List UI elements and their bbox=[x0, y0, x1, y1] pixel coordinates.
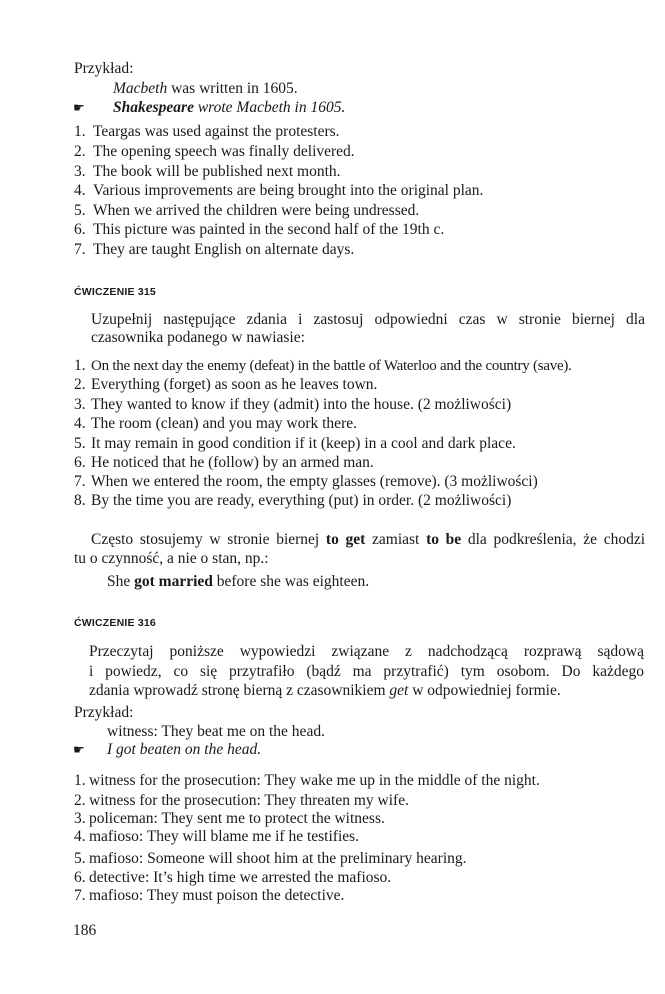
list-item: mafioso: They will blame me if he testifies. bbox=[89, 828, 360, 845]
list-item-number: 6. bbox=[74, 454, 86, 471]
list-item: On the next day the enemy (defeat) in the battle of Waterloo and the country (save). bbox=[91, 358, 572, 374]
list-item-number: 4. bbox=[74, 415, 86, 432]
instruction-text: w odpowiedniej formie. bbox=[408, 682, 561, 699]
instruction-line: Uzupełnij następujące zdania i zastosuj odpowiedni czas w stronie biernej dla bbox=[91, 311, 645, 328]
list-item: This picture was painted in the second half of the 19th c. bbox=[93, 221, 445, 238]
list-item-number: 2. bbox=[74, 376, 86, 393]
list-item-number: 7. bbox=[74, 241, 86, 258]
list-item-number: 6. bbox=[74, 869, 86, 886]
pointing-hand-icon: ☛ bbox=[73, 100, 85, 115]
note-bold-to-get: to get bbox=[325, 531, 366, 548]
list-item-number: 5. bbox=[74, 435, 86, 452]
list-item: The opening speech was finally delivered. bbox=[93, 143, 355, 160]
list-item-number: 1. bbox=[74, 772, 86, 789]
note-example-text: before she was eighteen. bbox=[212, 573, 370, 590]
note-line-2: tu o czynność, a nie o stan, np.: bbox=[74, 550, 269, 567]
list-item-number: 7. bbox=[74, 473, 86, 490]
list-item: They wanted to know if they (admit) into the house. (2 możliwości) bbox=[91, 396, 512, 413]
note-bold-to-be: to be bbox=[426, 531, 462, 548]
list-item: By the time you are ready, everything (put) in order. (2 możliwości) bbox=[91, 492, 512, 509]
exercise-heading-315: ĆWICZENIE 315 bbox=[74, 286, 156, 298]
list-item: The book will be published next month. bbox=[93, 163, 341, 180]
list-item: mafioso: Someone will shoot him at the preliminary hearing. bbox=[89, 850, 467, 867]
list-item: When we arrived the children were being undressed. bbox=[93, 202, 420, 219]
list-item-number: 3. bbox=[74, 163, 86, 180]
note-line-1 bbox=[91, 530, 645, 550]
instruction-line: i powiedz, co się przytrafiło (bądź ma przytrafić) tym osobom. Do każdego bbox=[89, 663, 644, 680]
list-item: witness for the prosecution: They threaten my wife. bbox=[89, 792, 409, 809]
list-item: detective: It’s high time we arrested the mafioso. bbox=[89, 869, 392, 886]
list-item-number: 2. bbox=[74, 143, 86, 160]
list-item-number: 3. bbox=[74, 810, 86, 827]
example-answer bbox=[113, 99, 345, 117]
example-label: Przykład: bbox=[74, 60, 134, 77]
list-item: When we entered the room, the empty glasses (remove). (3 możliwości) bbox=[91, 473, 538, 490]
note-example bbox=[107, 573, 369, 591]
list-item: Various improvements are being brought into the original plan. bbox=[93, 182, 484, 199]
pointing-hand-icon: ☛ bbox=[73, 742, 85, 757]
example-subject: Macbeth bbox=[113, 80, 168, 97]
list-item: He noticed that he (follow) by an armed man. bbox=[91, 454, 374, 471]
list-item: The room (clean) and you may work there. bbox=[91, 415, 357, 432]
example-answer bbox=[107, 741, 261, 759]
instruction-line: Przeczytaj poniższe wypowiedzi związane z nadchodzącą rozprawą sądową bbox=[89, 643, 644, 660]
example-answer-text: I got beaten on the head. bbox=[107, 741, 262, 758]
list-item: They are taught English on alternate days. bbox=[93, 241, 355, 258]
note-text: Często stosujemy w stronie biernej bbox=[91, 531, 326, 548]
answer-bold: Shakespeare bbox=[113, 99, 194, 116]
example-sentence bbox=[113, 80, 298, 98]
example-label: Przykład: bbox=[74, 704, 134, 721]
list-item-number: 6. bbox=[74, 221, 86, 238]
list-item-number: 2. bbox=[74, 792, 86, 809]
list-item-number: 5. bbox=[74, 202, 86, 219]
list-item: It may remain in good condition if it (keep) in a cool and dark place. bbox=[91, 435, 516, 452]
example-sentence: witness: They beat me on the head. bbox=[107, 723, 325, 740]
list-item-number: 7. bbox=[74, 887, 86, 904]
list-item: witness for the prosecution: They wake me up in the middle of the night. bbox=[89, 772, 540, 789]
answer-rest: wrote Macbeth in 1605. bbox=[193, 99, 346, 116]
note-text: dla podkreślenia, że chodzi bbox=[461, 531, 646, 548]
instruction-line: czasownika podanego w nawiasie: bbox=[91, 329, 305, 346]
list-item-number: 8. bbox=[74, 492, 86, 509]
note-example-text: She bbox=[107, 573, 135, 590]
list-item-number: 1. bbox=[74, 123, 86, 140]
list-item: Everything (forget) as soon as he leaves town. bbox=[91, 376, 378, 393]
instruction-line bbox=[89, 682, 561, 700]
list-item: policeman: They sent me to protect the witness. bbox=[89, 810, 385, 827]
page-number: 186 bbox=[73, 922, 97, 939]
list-item: Teargas was used against the protesters. bbox=[93, 123, 340, 140]
list-item-number: 4. bbox=[74, 182, 86, 199]
instruction-text: zdania wprowadź stronę bierną z czasownikiem bbox=[89, 682, 390, 699]
list-item-number: 5. bbox=[74, 850, 86, 867]
example-rest: was written in 1605. bbox=[167, 80, 298, 97]
note-example-bold: got married bbox=[134, 573, 213, 590]
exercise-heading-316: ĆWICZENIE 316 bbox=[74, 617, 156, 629]
list-item-number: 3. bbox=[74, 396, 86, 413]
list-item-number: 1. bbox=[74, 357, 86, 374]
instruction-italic: get bbox=[389, 682, 409, 699]
note-text: zamiast bbox=[365, 531, 427, 548]
list-item-number: 4. bbox=[74, 828, 86, 845]
list-item: mafioso: They must poison the detective. bbox=[89, 887, 345, 904]
